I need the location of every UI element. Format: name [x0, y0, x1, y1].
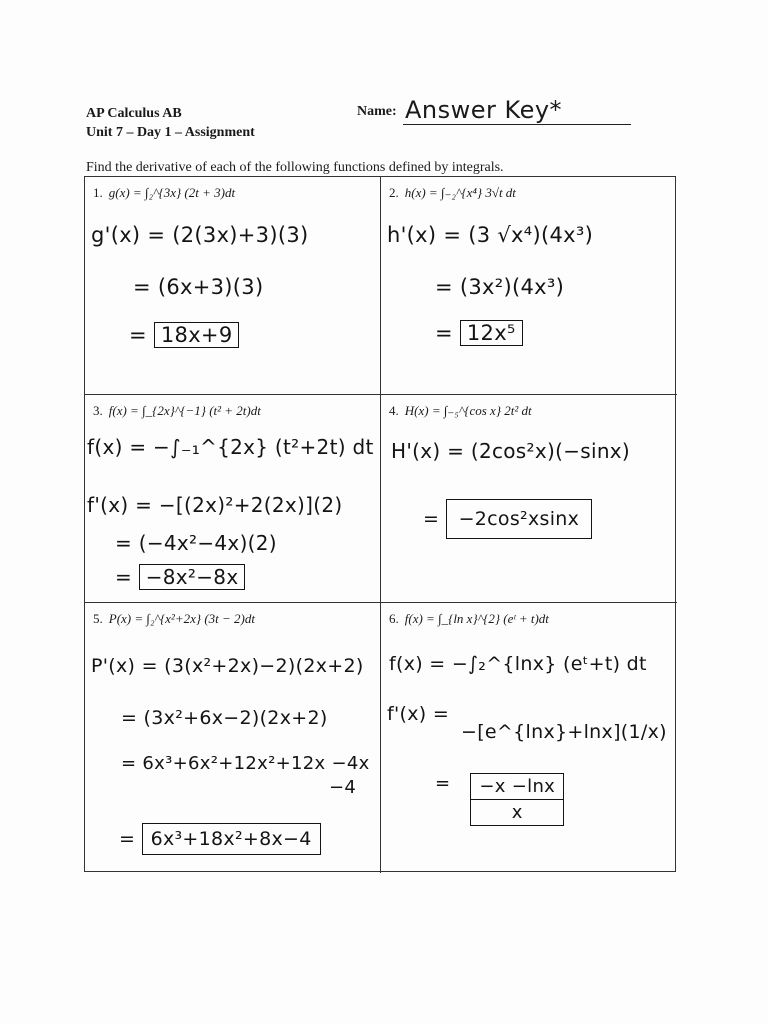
problem-number: 6. [389, 611, 399, 626]
problem-4 [381, 395, 677, 603]
problem-statement: f(x) = ∫_{2x}^{−1} (t² + 2t)dt [108, 403, 261, 418]
final-answer: = 12x⁵ [435, 321, 523, 345]
work-step: = (3x²+6x−2)(2x+2) [121, 707, 328, 729]
work-step: −4 [329, 777, 357, 798]
final-answer: = 18x+9 [129, 323, 239, 347]
header-left [86, 104, 255, 142]
work-step: f(x) = −∫₋₁^{2x} (t²+2t) dt [87, 435, 374, 459]
problem-number: 1. [93, 185, 103, 200]
problem-statement: H(x) = ∫₋₅^{cos x} 2t² dt [404, 403, 532, 418]
unit-title: Unit 7 – Day 1 – Assignment [86, 125, 255, 140]
work-step: f'(x) = −[(2x)²+2(2x)](2) [87, 493, 343, 517]
problem-statement: f(x) = ∫_{ln x}^{2} (eᵗ + t)dt [404, 611, 549, 626]
problem-2 [381, 177, 677, 395]
work-step: −[e^{lnx}+lnx](1/x) [461, 721, 667, 743]
answer-box: 6x³+18x²+8x−4 [142, 823, 321, 855]
answer-denominator: x [511, 802, 523, 823]
answer-box: 18x+9 [154, 322, 240, 348]
problem-statement: h(x) = ∫₋₂^{x⁴} 3√t dt [404, 185, 516, 200]
answer-box: −2cos²xsinx [446, 499, 593, 539]
final-answer: = −8x²−8x [115, 565, 245, 589]
answer-box: 12x⁵ [460, 320, 523, 346]
problem-3 [85, 395, 381, 603]
problem-1 [85, 177, 381, 395]
problem-statement: P(x) = ∫₂^{x²+2x} (3t − 2)dt [108, 611, 255, 626]
final-answer: = 6x³+18x²+8x−4 [119, 823, 321, 855]
answer-fraction [470, 773, 564, 826]
final-answer: = $\frac{-x -\ln x}{x}$ [435, 773, 564, 826]
work-step: = (3x²)(4x³) [435, 275, 565, 299]
answer-box: −8x²−8x [139, 564, 246, 590]
instructions: Find the derivative of each of the following functions defined by integrals. [86, 160, 504, 175]
work-step: = (−4x²−4x)(2) [115, 531, 277, 555]
work-step: H'(x) = (2cos²x)(−sinx) [391, 439, 631, 463]
problem-statement: g(x) = ∫₂^{3x} (2t + 3)dt [108, 185, 236, 200]
problem-number: 5. [93, 611, 103, 626]
work-step: = (6x+3)(3) [133, 275, 264, 299]
final-answer: = −2cos²xsinx [423, 499, 592, 539]
name-value: Answer Key* [403, 96, 631, 125]
name-label: Name: [357, 104, 397, 119]
work-step: = 6x³+6x²+12x²+12x −4x [121, 753, 370, 774]
problem-5 [85, 603, 381, 873]
work-step: f'(x) = [387, 703, 450, 725]
answer-numerator: −x −lnx [471, 774, 563, 800]
problem-number: 4. [389, 403, 399, 418]
problem-number: 3. [93, 403, 103, 418]
problem-number: 2. [389, 185, 399, 200]
problem-6 [381, 603, 677, 873]
work-step: g'(x) = (2(3x)+3)(3) [91, 223, 309, 247]
course-title: AP Calculus AB [86, 106, 182, 121]
work-step: h'(x) = (3 √x⁴)(4x³) [387, 223, 594, 247]
problem-grid [84, 176, 676, 872]
work-step: P'(x) = (3(x²+2x)−2)(2x+2) [91, 655, 364, 677]
work-step: f(x) = −∫₂^{lnx} (eᵗ+t) dt [389, 653, 647, 675]
